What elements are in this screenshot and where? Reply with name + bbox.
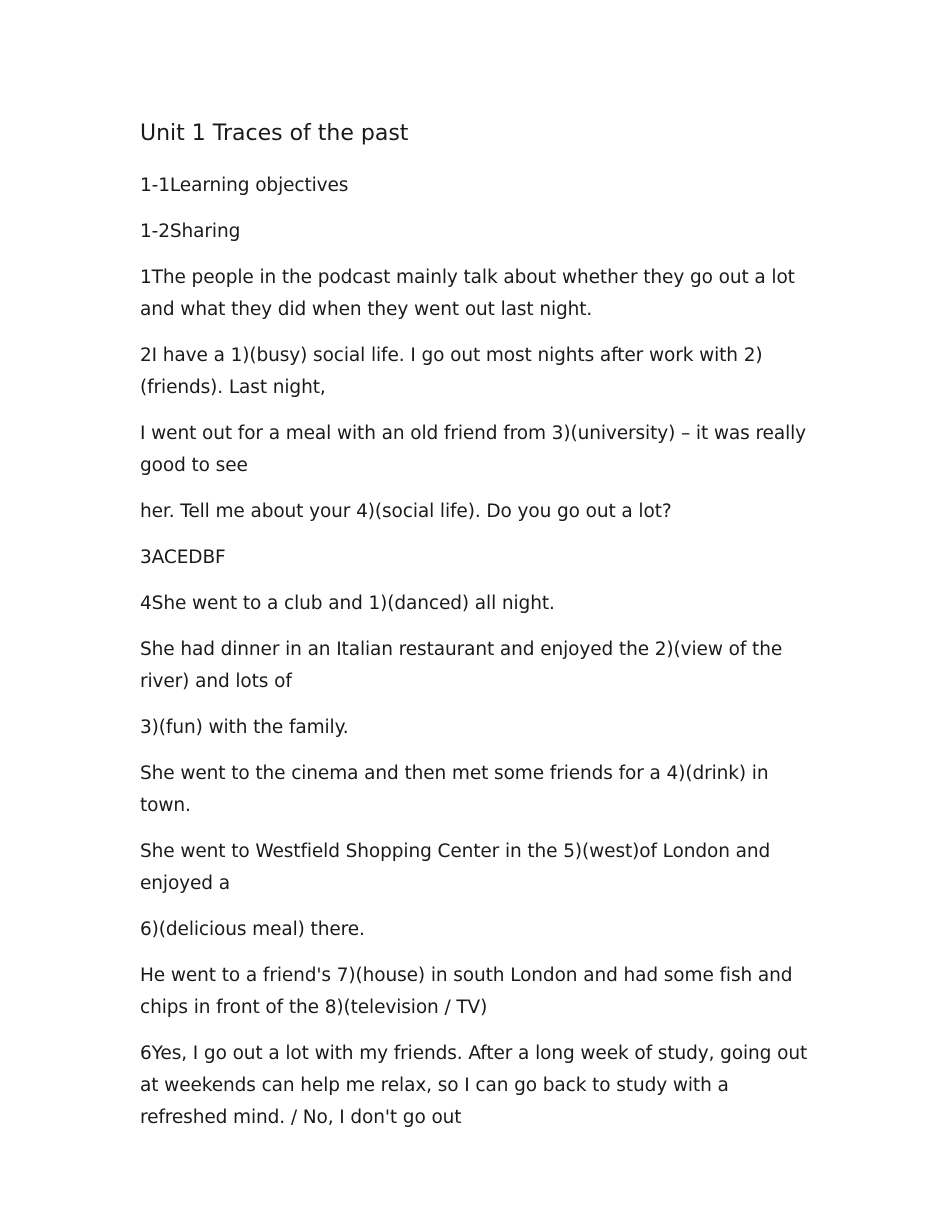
document-title: Unit 1 Traces of the past (140, 121, 409, 146)
answer-paragraph: She went to the cinema and then met some friends for a 4)(drink) in town. (140, 763, 769, 816)
answer-paragraph: He went to a friend's 7)(house) in south London and had some fish and chips in front of the 8)(television / TV) (140, 965, 793, 1018)
document-page (140, 118, 820, 1148)
answer-paragraph: 6Yes, I go out a lot with my friends. After a long week of study, going out at weekends can help me relax, so I can go back to study with a refreshed mind. / No, I don't go out (140, 1043, 808, 1128)
answer-paragraph: her. Tell me about your 4)(social life). Do you go out a lot? (140, 501, 672, 522)
answer-paragraph: 2I have a 1)(busy) social life. I go out most nights after work with 2)(friends). Last night, (140, 345, 763, 398)
answer-paragraph: 4She went to a club and 1)(danced) all night. (140, 593, 555, 614)
answer-paragraph: She went to Westfield Shopping Center in the 5)(west)of London and enjoyed a (140, 841, 771, 894)
answer-paragraph: I went out for a meal with an old friend from 3)(university) – it was really good to see (140, 423, 807, 476)
section-heading-sharing: 1-2Sharing (140, 221, 241, 242)
answer-paragraph: 3ACEDBF (140, 547, 226, 568)
answer-paragraph: 6)(delicious meal) there. (140, 919, 365, 940)
answer-paragraph: 3)(fun) with the family. (140, 717, 349, 738)
answer-paragraph: 1The people in the podcast mainly talk about whether they go out a lot and what they did when they went out last night. (140, 267, 795, 320)
answer-paragraph: She had dinner in an Italian restaurant and enjoyed the 2)(view of the river) and lots of (140, 639, 783, 692)
section-heading-learning-objectives: 1-1Learning objectives (140, 175, 349, 196)
